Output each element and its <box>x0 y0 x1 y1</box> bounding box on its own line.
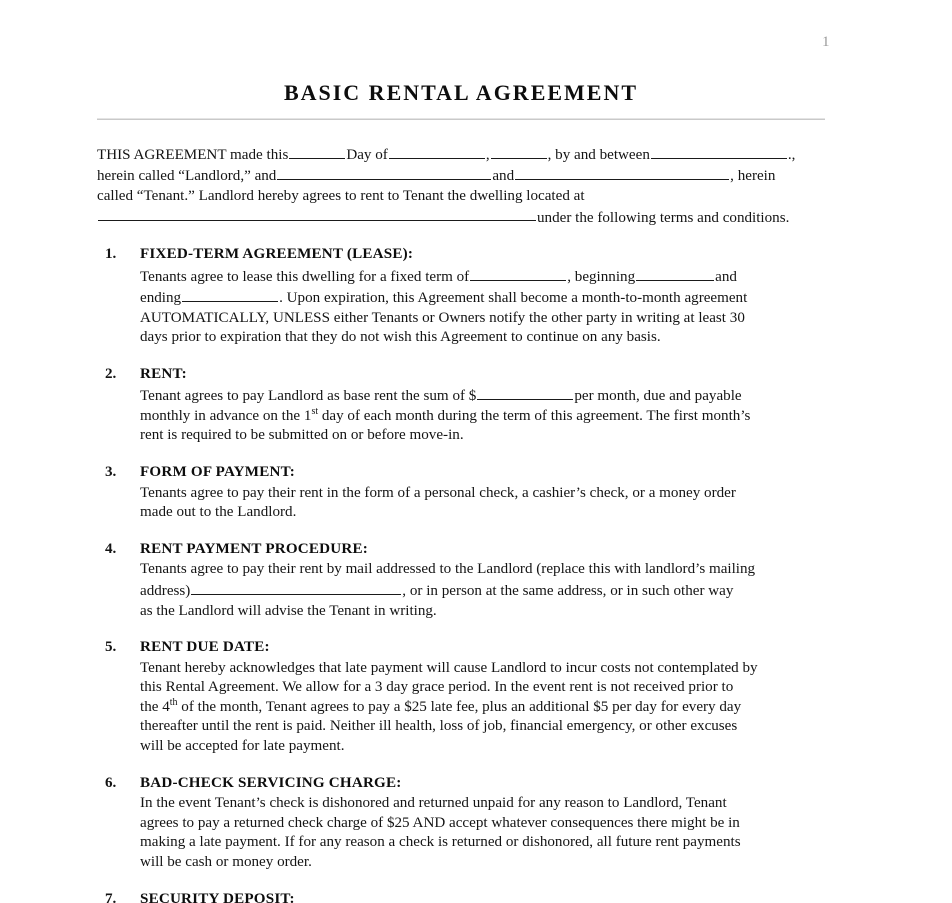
section-1-line-2 <box>140 287 827 308</box>
section-4-number: 4. <box>105 540 117 557</box>
s2-text-3: monthly in advance on the 1 <box>140 407 312 424</box>
section-4-line-1: Tenants agree to pay their rent by mail addressed to the Landlord (replace this with landlord’s mailing <box>140 561 756 578</box>
section-6-number: 6. <box>105 774 117 791</box>
s5-text-3: the 4 <box>140 698 170 715</box>
title-divider <box>97 118 825 120</box>
s2-text-2: per month, due and payable <box>574 388 742 405</box>
intro-paragraph <box>97 144 827 228</box>
blank-beginning-date[interactable] <box>636 266 714 281</box>
section-5-line-1: Tenant hereby acknowledges that late payment will cause Landlord to incur costs not contemplated by <box>140 659 758 676</box>
section-5-heading: RENT DUE DATE: <box>140 639 270 656</box>
section-2-line-1 <box>140 385 827 406</box>
section-5-line-3 <box>140 698 827 718</box>
section-4-heading: RENT PAYMENT PROCEDURE: <box>140 540 368 557</box>
section-7-number: 7. <box>105 890 117 903</box>
section-1 <box>97 245 827 348</box>
section-4-body <box>140 560 827 621</box>
section-6-heading: BAD-CHECK SERVICING CHARGE: <box>140 774 402 791</box>
section-5-line-2: this Rental Agreement. We allow for a 3 day grace period. In the event rent is not received prior to <box>140 679 734 696</box>
section-3-body <box>140 484 827 523</box>
section-5-body <box>140 659 827 757</box>
blank-year[interactable] <box>491 144 547 159</box>
blank-day[interactable] <box>289 144 345 159</box>
s1-text-5: . Upon expiration, this Agreement shall become a month-to-month agreement <box>279 290 748 307</box>
section-2 <box>97 365 827 446</box>
intro-text-2b: and <box>492 168 515 185</box>
s4-text-3: , or in person at the same address, or in such other way <box>402 582 734 599</box>
section-5-line-4: thereafter until the rent is paid. Neither ill health, loss of job, financial emergency, or other excuses <box>140 718 738 735</box>
intro-text-2c: , herein <box>730 168 776 185</box>
section-1-line-1 <box>140 266 827 287</box>
intro-line-1 <box>97 144 827 165</box>
page-title: BASIC RENTAL AGREEMENT <box>283 80 639 105</box>
section-7 <box>97 890 827 903</box>
intro-line-2 <box>97 165 827 186</box>
blank-tenant-2[interactable] <box>515 165 729 180</box>
section-6-line-4: will be cash or money order. <box>140 854 312 871</box>
page-number: 1 <box>822 34 830 50</box>
section-3-number: 3. <box>105 464 117 481</box>
section-6-line-2: agrees to pay a returned check charge of $25 AND accept whatever consequences there might be in <box>140 814 740 831</box>
section-5-number: 5. <box>105 639 117 656</box>
s2-text-4: day of each month during the term of this agreement. The first month’s <box>318 407 751 424</box>
section-4-line-3: as the Landlord will advise the Tenant in writing. <box>140 602 437 619</box>
section-3-heading: FORM OF PAYMENT: <box>140 464 295 481</box>
section-2-line-2 <box>140 407 827 427</box>
section-6 <box>97 774 827 873</box>
section-2-number: 2. <box>105 365 117 382</box>
section-4-line-2 <box>140 580 827 601</box>
intro-text-1b: Day of <box>346 146 388 163</box>
intro-text-1a: THIS AGREEMENT made this <box>97 146 289 163</box>
section-2-body <box>140 385 827 446</box>
section-6-line-1: In the event Tenant’s check is dishonored and returned unpaid for any reason to Landlord, Tenant <box>140 795 727 812</box>
intro-text-3a: called “Tenant.” Landlord hereby agrees to rent to Tenant the dwelling located at <box>97 187 585 204</box>
blank-landlord-name[interactable] <box>651 144 787 159</box>
section-5 <box>97 638 827 757</box>
section-3-line-2: made out to the Landlord. <box>140 504 297 521</box>
section-4 <box>97 540 827 621</box>
blank-month[interactable] <box>389 144 485 159</box>
section-2-heading: RENT: <box>140 365 187 382</box>
intro-text-4b: under the following terms and conditions. <box>537 209 790 226</box>
section-6-line-3: making a late payment. If for any reason a check is returned or dishonored, all future rent payments <box>140 834 741 851</box>
s1-text-2: , beginning <box>567 268 636 285</box>
blank-base-rent[interactable] <box>477 385 573 400</box>
blank-tenant-1[interactable] <box>277 165 491 180</box>
s1-text-1: Tenants agree to lease this dwelling for a fixed term of <box>140 268 470 285</box>
blank-ending-date[interactable] <box>182 287 278 302</box>
intro-text-1e: ., <box>787 146 796 163</box>
intro-text-1c: , <box>485 146 490 163</box>
s2-ordinal-suffix: st <box>311 405 319 417</box>
intro-text-2a: herein called “Landlord,” and <box>97 168 277 185</box>
section-7-heading: SECURITY DEPOSIT: <box>140 890 295 903</box>
section-3-line-1: Tenants agree to pay their rent in the form of a personal check, a cashier’s check, or a money order <box>140 484 736 501</box>
section-1-line-4: days prior to expiration that they do not wish this Agreement to continue on any basis. <box>140 329 661 346</box>
section-6-body <box>140 794 827 872</box>
s2-text-1: Tenant agrees to pay Landlord as base rent the sum of $ <box>140 388 477 405</box>
intro-text-1d: , by and between <box>547 146 650 163</box>
blank-mailing-address[interactable] <box>191 580 401 595</box>
intro-line-3 <box>97 187 827 207</box>
blank-dwelling-address[interactable] <box>98 207 536 222</box>
s5-ordinal-suffix: th <box>169 696 178 708</box>
intro-line-4 <box>97 207 827 228</box>
s4-text-2: address) <box>140 582 191 599</box>
s1-text-3: and <box>715 268 737 285</box>
section-1-line-3: AUTOMATICALLY, UNLESS either Tenants or Owners notify the other party in writing at least 30 <box>140 309 745 326</box>
section-5-line-5: will be accepted for late payment. <box>140 738 345 755</box>
s1-text-4: ending <box>140 290 182 307</box>
document-body <box>97 144 827 903</box>
section-1-body <box>140 266 827 348</box>
section-1-heading: FIXED-TERM AGREEMENT (LEASE): <box>140 246 414 263</box>
section-1-number: 1. <box>105 246 117 263</box>
section-3 <box>97 463 827 523</box>
s5-text-4: of the month, Tenant agrees to pay a $25 late fee, plus an additional $5 per day for every day <box>177 698 742 715</box>
section-2-line-3: rent is required to be submitted on or before move-in. <box>140 427 464 444</box>
blank-fixed-term[interactable] <box>470 266 566 281</box>
